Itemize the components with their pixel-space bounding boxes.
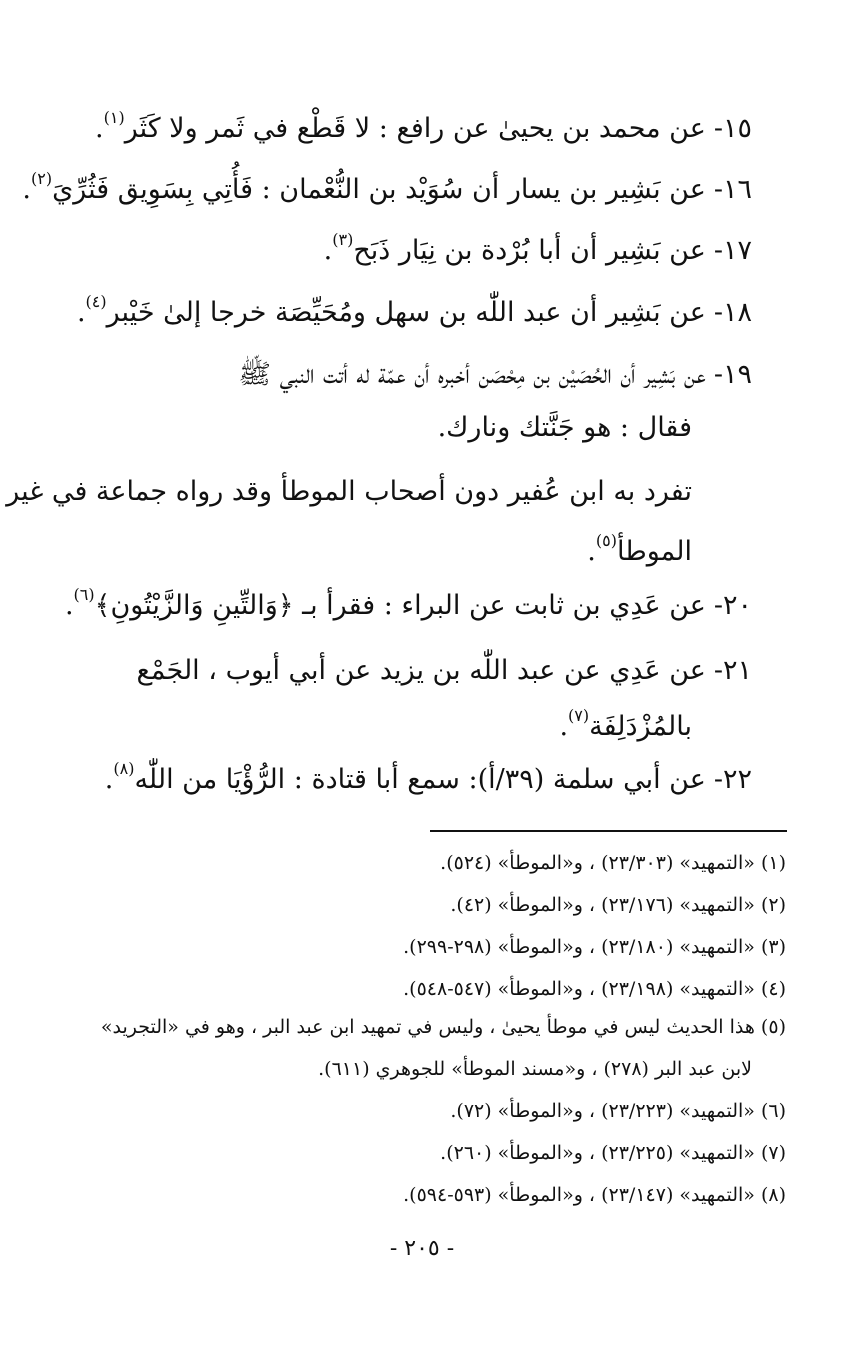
footnote-ref: (١) (103, 108, 125, 127)
hadith-entry-15 (40, 99, 752, 159)
footnote-ref: (٨) (113, 759, 135, 778)
hadith-entry-22 (40, 750, 752, 810)
footnote-ref: (٢) (30, 169, 53, 188)
footnote-6: (٦) «التمهيد» (٢٣/٢٢٣) ، و«الموطأ» (٧٢). (450, 1100, 786, 1122)
entry-end: . (22, 174, 31, 205)
note-paragraph (6, 462, 692, 582)
note-end: . (587, 536, 596, 567)
entry-end: . (76, 297, 86, 328)
entry-text: عن عَدِي بن ثابت عن البراء : فقرأ بـ ﴿وَالتِّينِ وَالزَّيْتُونِ﴾ (94, 590, 706, 621)
entry-end: . (104, 764, 114, 795)
entry-text: عن بَشِير أن أبا بُرْدة بن نِيَار ذَبَح (353, 235, 706, 266)
entry-number: ١٧- (713, 235, 752, 266)
entry-number: ٢٢- (713, 764, 752, 795)
note-line-2 (42, 522, 692, 582)
footnote-ref: (٤) (85, 292, 107, 311)
continuation-text: بالمُزْدَلِفَة (589, 711, 692, 742)
hadith-entry-16 (22, 160, 752, 220)
note-line-1: تفرد به ابن عُفير دون أصحاب الموطأ وقد رواه جماعة في غير (6, 476, 692, 507)
footnote-5-continuation: لابن عبد البر (٢٧٨) ، و«مسند الموطأ» للجوهري (٦١١). (318, 1058, 752, 1080)
hadith-entry-21 (40, 641, 752, 701)
footnote-ref: (٥) (595, 531, 617, 550)
hadith-entry-18 (40, 283, 752, 343)
entry-text: عن بَشِير أن الحُصَيْن بن مِحْصَن أخبره أن عمّة له أتت النبي ﷺ (238, 359, 706, 390)
entry-text: عن عَدِي عن عبد اللّٰه بن يزيد عن أبي أيوب ، الجَمْع (136, 655, 706, 686)
footnote-ref: (٧) (568, 706, 590, 725)
footnote-2: (٢) «التمهيد» (٢٣/١٧٦) ، و«الموطأ» (٤٢). (450, 894, 786, 916)
footnote-ref: (٦) (73, 585, 95, 604)
footnote-3: (٣) «التمهيد» (٢٣/١٨٠) ، و«الموطأ» (٢٩٨-٢٩٩). (403, 936, 786, 958)
footnote-8: (٨) «التمهيد» (٢٣/١٤٧) ، و«الموطأ» (٥٩٣-٥٩٤). (403, 1184, 786, 1206)
entry-end: . (323, 235, 333, 266)
footnote-ref: (٣) (332, 230, 354, 249)
footnote-1: (١) «التمهيد» (٢٣/٣٠٣) ، و«الموطأ» (٥٢٤). (440, 852, 786, 874)
entry-number: ١٥- (713, 113, 752, 144)
footnote-7: (٧) «التمهيد» (٢٣/٢٢٥) ، و«الموطأ» (٢٦٠). (440, 1142, 786, 1164)
footnote-4: (٤) «التمهيد» (٢٣/١٩٨) ، و«الموطأ» (٥٤٧-٥٤٨). (403, 978, 786, 1000)
entry-number: ١٩- (713, 359, 752, 390)
hadith-entry-20 (40, 576, 752, 636)
hadith-entry-19 (40, 345, 752, 405)
hadith-entry-19-continuation: فقال : هو جَنَّتك ونارك. (437, 412, 692, 443)
footnote-5: (٥) هذا الحديث ليس في موطأ يحيىٰ ، وليس في تمهيد ابن عبد البر ، وهو في «التجريد» (100, 1016, 786, 1038)
entry-text: عن بَشِير بن يسار أن سُوَيْد بن النُّعْمان : فَأُتِي بِسَوِيق فَثُرِّيَ (52, 174, 706, 205)
entry-number: ١٦- (713, 174, 752, 205)
page-number: - ٢٠٥ - (389, 1236, 455, 1261)
entry-text: عن أبي سلمة (٣٩/أ): سمع أبا قتادة : الرُّؤْيَا من اللّٰه (134, 764, 706, 795)
entry-text: عن بَشِير أن عبد اللّٰه بن سهل ومُحَيِّصَة خرجا إلىٰ خَيْبر (106, 297, 706, 328)
entry-number: ٢٠- (713, 590, 752, 621)
entry-number: ١٨- (713, 297, 752, 328)
entry-end: . (64, 590, 74, 621)
entry-end: . (95, 113, 104, 144)
hadith-entry-17 (40, 221, 752, 281)
continuation-end: . (559, 711, 569, 742)
entry-number: ٢١- (713, 655, 752, 686)
hadith-entry-21-continuation (40, 697, 692, 757)
note-line-2-text: الموطأ (616, 536, 692, 567)
entry-text: عن محمد بن يحيىٰ عن رافع : لا قَطْع في ثَمر ولا كَثَر (124, 113, 706, 144)
footnote-separator (430, 830, 787, 832)
